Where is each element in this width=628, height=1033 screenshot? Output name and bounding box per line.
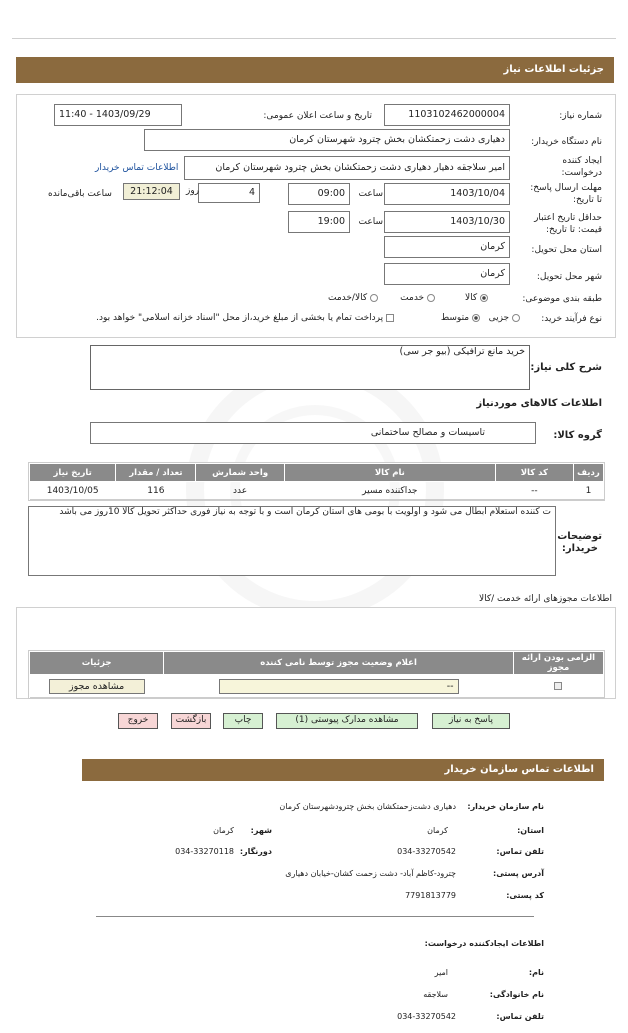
process-minor-radio[interactable]	[512, 314, 520, 322]
announce-date-label: تاریخ و ساعت اعلان عمومی:	[263, 111, 372, 121]
days-label: روز	[186, 186, 200, 196]
category-option-both[interactable]	[328, 293, 378, 303]
col-unit: واحد شمارش	[196, 464, 284, 482]
category-both-label: کالا/خدمت	[327, 293, 368, 303]
permits-table-container	[28, 650, 605, 699]
city-label: شهر محل تحویل:	[536, 272, 602, 282]
validity-time-field: 19:00	[288, 211, 350, 233]
validity-time-label: ساعت	[358, 217, 383, 227]
creator-label-2: درخواست:	[561, 168, 602, 178]
creator-family-label: نام خانوادگی:	[489, 990, 544, 999]
permit-required-checkbox[interactable]	[554, 682, 562, 690]
contact-phone-value: 034-33270542	[397, 847, 456, 856]
category-service-radio[interactable]	[427, 294, 435, 302]
announce-date-field: 1403/09/29 - 11:40	[54, 104, 182, 126]
validity-label-2: قیمت: تا تاریخ:	[546, 225, 602, 235]
page-title-banner	[16, 57, 614, 83]
contact-fax-value: 034-33270118	[175, 847, 234, 856]
contact-org-value: دهیاری دشت‌زحمتکشان بخش چترود‌شهرستان کرمان	[279, 802, 456, 811]
category-option-service[interactable]	[400, 293, 435, 303]
view-permit-button[interactable]: مشاهده مجوز	[49, 679, 145, 694]
category-service-label: خدمت	[400, 293, 425, 303]
reply-button[interactable]: پاسخ به نیاز	[432, 713, 510, 729]
process-minor-label: جزیی	[488, 313, 510, 323]
buyer-notes-label-2: خریدار:	[561, 543, 598, 554]
col-date: تاریخ نیاز	[30, 464, 116, 482]
contact-title: اطلاعات تماس سازمان خریدار	[444, 764, 594, 775]
validity-date-field: 1403/10/30	[384, 211, 510, 233]
cell-code: --	[495, 482, 573, 500]
table-row[interactable]	[30, 482, 604, 500]
buyer-notes-field: ت کننده استعلام ابطال می شود و اولویت با بومی های استان کرمان است و با توجه به نیاز فوری حداکثر تحویل کالا 10روز می باشد	[28, 506, 556, 576]
col-permit-status: اعلام وضعیت مجوز توسط نامی کننده	[164, 652, 514, 675]
category-label: طبقه بندی موضوعی:	[522, 294, 602, 304]
buyer-field: دهیاری دشت زحمتکشان بخش چترود شهرستان کرمان	[144, 129, 510, 151]
cell-qty: 116	[116, 482, 196, 500]
col-row: ردیف	[573, 464, 603, 482]
creator-phone-label: تلفن تماس:	[496, 1012, 544, 1021]
creator-name-value: امیر	[434, 968, 448, 977]
col-code: کد کالا	[495, 464, 573, 482]
validity-label-1: حداقل تاریخ اعتبار	[534, 213, 602, 223]
treasury-note-text: پرداخت تمام یا بخشی از مبلغ خرید،از محل "اسناد خزانه اسلامی" خواهد بود.	[96, 313, 384, 323]
permit-details-cell	[30, 675, 164, 698]
treasury-checkbox[interactable]	[386, 314, 394, 322]
category-goods-radio[interactable]	[480, 294, 488, 302]
remaining-time-field: 21:12:04	[123, 183, 180, 200]
top-divider	[12, 38, 616, 39]
contact-title-banner	[82, 759, 604, 781]
contact-postal-label: کد پستی:	[506, 891, 544, 900]
col-permit-required: الزامی بودن ارائه مجوز	[513, 652, 603, 675]
permits-title: اطلاعات مجوزهای ارائه خدمت /کالا	[478, 594, 612, 604]
permit-status-field: --	[219, 679, 459, 694]
creator-phone-value: 034-33270542	[397, 1012, 456, 1021]
deadline-time-field: 09:00	[288, 183, 350, 205]
goods-group-field: تاسیسات و مصالح ساختمانی	[90, 422, 536, 444]
need-number-label: شماره نیاز:	[559, 111, 602, 121]
cell-unit: عدد	[196, 482, 284, 500]
goods-table-container	[28, 462, 605, 501]
cell-row: 1	[573, 482, 603, 500]
creator-field: امیر سلاجقه دهیار دهیاری دشت زحمتکشان بخش چترود شهرستان کرمان	[184, 156, 510, 180]
category-both-radio[interactable]	[370, 294, 378, 302]
contact-postal-value: 7791813779	[405, 891, 456, 900]
contact-address-label: آدرس پستی:	[493, 869, 544, 878]
page-title: جزئیات اطلاعات نیاز	[503, 64, 604, 75]
creator-family-value: سلاجقه	[423, 990, 448, 999]
contact-province-label: استان:	[517, 826, 544, 835]
contact-province-value: کرمان	[427, 826, 448, 835]
goods-table-header	[30, 464, 604, 482]
permits-table	[29, 651, 604, 698]
goods-table	[29, 463, 604, 500]
contact-phone-label: تلفن تماس:	[496, 847, 544, 856]
creator-name-label: نام:	[528, 968, 544, 977]
contact-city-value: کرمان	[213, 826, 234, 835]
creator-label-1: ایجاد کننده	[562, 156, 602, 166]
description-field: خرید مانع ترافیکی (بیو جر سی)	[90, 345, 530, 390]
permit-row	[30, 675, 604, 698]
attachments-button[interactable]: مشاهده مدارک پیوستی (1)	[276, 713, 418, 729]
description-label: شرح کلی نیاز:	[530, 362, 602, 373]
print-button[interactable]: چاپ	[223, 713, 263, 729]
process-medium-label: متوسط	[440, 313, 470, 323]
days-field: 4	[198, 183, 260, 203]
deadline-date-field: 1403/10/04	[384, 183, 510, 205]
goods-group-label: گروه کالا:	[553, 430, 602, 441]
category-option-goods[interactable]	[465, 293, 488, 303]
creator-info-title: اطلاعات ایجادکننده درخواست:	[424, 939, 544, 948]
contact-address-value: چترود-کاظم آباد- دشت زحمت کشان-خیابان دهیاری	[285, 869, 456, 878]
deadline-label-2: تا تاریخ:	[572, 195, 602, 205]
contact-org-label: نام سازمان خریدار:	[467, 802, 544, 811]
province-field: کرمان	[384, 236, 510, 258]
contact-divider	[96, 916, 534, 917]
contact-fax-label: دورنگار:	[239, 847, 272, 856]
deadline-time-label: ساعت	[358, 189, 383, 199]
process-option-medium[interactable]	[441, 313, 480, 323]
buyer-notes-label-1: توضیحات	[557, 531, 602, 542]
permits-table-header	[30, 652, 604, 675]
treasury-payment-note	[96, 313, 394, 323]
permit-required-cell	[513, 675, 603, 698]
buyer-label: نام دستگاه خریدار:	[531, 137, 602, 147]
cell-date: 1403/10/05	[30, 482, 116, 500]
city-field: کرمان	[384, 263, 510, 285]
col-permit-details: جزئیات	[30, 652, 164, 675]
col-qty: تعداد / مقدار	[116, 464, 196, 482]
category-goods-label: کالا	[464, 293, 478, 303]
back-button[interactable]: بازگشت	[171, 713, 211, 729]
need-number-field: 1103102462000004	[384, 104, 510, 126]
col-name: نام کالا	[284, 464, 495, 482]
deadline-label-1: مهلت ارسال پاسخ:	[530, 183, 602, 193]
buyer-contact-link[interactable]: اطلاعات تماس خریدار	[95, 163, 179, 173]
province-label: استان محل تحویل:	[531, 245, 602, 255]
cell-name: جداکننده مسیر	[284, 482, 495, 500]
exit-button[interactable]: خروج	[118, 713, 158, 729]
process-label: نوع فرآیند خرید:	[541, 314, 602, 324]
permit-status-cell	[164, 675, 514, 698]
goods-section-title: اطلاعات کالاهای موردنیاز	[476, 398, 602, 409]
process-option-minor[interactable]	[489, 313, 520, 323]
contact-city-label: شهر:	[250, 826, 272, 835]
process-medium-radio[interactable]	[472, 314, 480, 322]
remaining-time-label: ساعت باقی‌مانده	[48, 189, 112, 199]
